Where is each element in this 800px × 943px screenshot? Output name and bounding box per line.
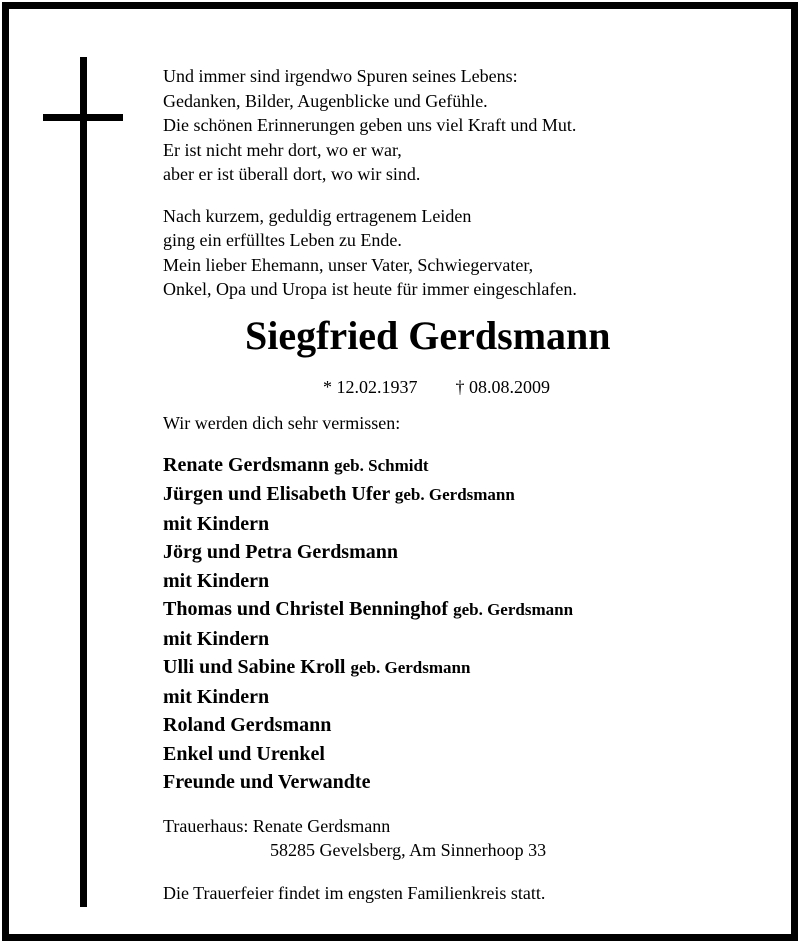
- intro-line: Onkel, Opa und Uropa ist heute für immer eingeschlafen.: [163, 279, 577, 299]
- poem-line: Die schönen Erinnerungen geben uns viel Kraft und Mut.: [163, 115, 577, 135]
- trauerhaus-line: Trauerhaus: Renate Gerdsmann: [163, 815, 391, 836]
- death-date: † 08.08.2009: [455, 376, 550, 397]
- deceased-name: Siegfried Gerdsmann: [245, 312, 611, 358]
- family-member: Jörg und Petra Gerdsmann: [163, 541, 398, 563]
- poem-line: aber er ist überall dort, wo wir sind.: [163, 164, 421, 184]
- poem-line: Gedanken, Bilder, Augenblicke und Gefühle.: [163, 90, 488, 111]
- poem-line: Und immer sind irgendwo Spuren seines Lebens:: [163, 66, 518, 86]
- birth-date: * 12.02.1937: [323, 376, 418, 397]
- family-member: mit Kindern: [163, 627, 270, 650]
- intro-line: ging ein erfülltes Leben zu Ende.: [163, 230, 402, 250]
- cross-icon-horizontal: [43, 114, 123, 121]
- family-member: Jürgen und Elisabeth Ufer geb. Gerdsmann: [163, 483, 515, 505]
- family-member: mit Kindern: [163, 512, 270, 535]
- family-member: Renate Gerdsmann geb. Schmidt: [163, 453, 429, 476]
- intro-line: Nach kurzem, geduldig ertragenem Leiden: [163, 205, 472, 226]
- family-member: mit Kindern: [163, 569, 270, 592]
- family-member: Thomas und Christel Benninghof geb. Gerdsmann: [163, 598, 574, 620]
- family-list: [163, 451, 763, 797]
- family-member: Freunde und Verwandte: [163, 771, 371, 793]
- poem: [163, 64, 763, 187]
- trauerhaus: [163, 814, 763, 862]
- family-member: mit Kindern: [163, 685, 270, 708]
- trauerhaus-address: 58285 Gevelsberg, Am Sinnerhoop 33: [270, 839, 547, 860]
- intro-text: [163, 204, 763, 302]
- family-member: Enkel und Urenkel: [163, 742, 325, 765]
- closing-note: Die Trauerfeier findet im engsten Familienkreis statt.: [163, 882, 546, 903]
- intro-line: Mein lieber Ehemann, unser Vater, Schwiegervater,: [163, 254, 534, 275]
- life-dates: [163, 376, 763, 398]
- family-member: Roland Gerdsmann: [163, 714, 332, 736]
- poem-line: Er ist nicht mehr dort, wo er war,: [163, 139, 402, 160]
- obituary-content: [163, 64, 763, 904]
- cross-icon-vertical: [80, 57, 87, 907]
- miss-text: Wir werden dich sehr vermissen:: [163, 412, 401, 433]
- family-member: Ulli und Sabine Kroll geb. Gerdsmann: [163, 656, 471, 678]
